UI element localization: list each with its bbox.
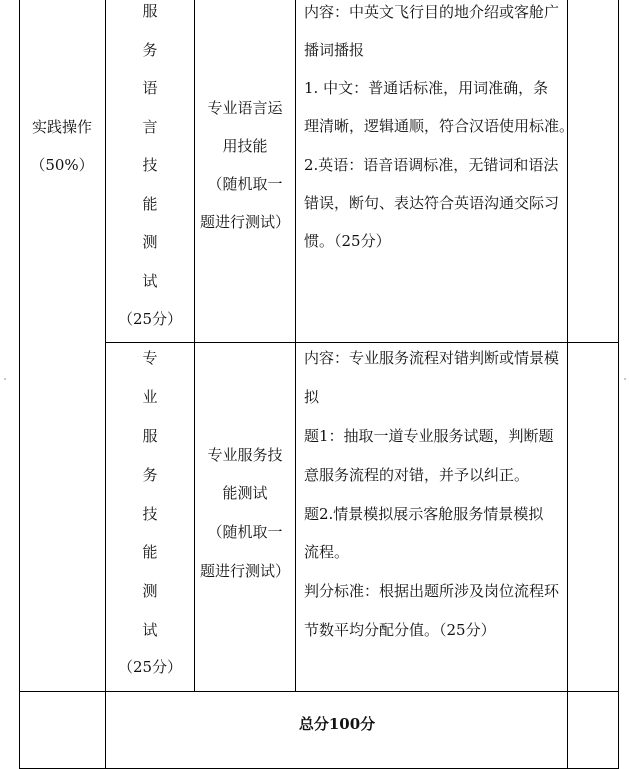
section-2-content-line: 内容：专业服务流程对错判断或情景模 — [304, 349, 560, 367]
section-1-content-line: 2.英语：语音语调标准，无错词和语法 — [304, 156, 559, 174]
section-2-content-line: 题1：抽取一道专业服务试题，判断题 — [304, 427, 554, 445]
section-2-skill-line: 题进行测试） — [199, 562, 290, 580]
section-1-content-line: 内容：中英文飞行目的地介绍或客舱广 — [304, 3, 560, 21]
section-1-content-line: 惯。（25分） — [304, 232, 391, 250]
section-1-skill-line: 专业语言运 — [207, 99, 283, 117]
section-1-name-char: 言 — [142, 118, 158, 136]
section-2-content-line: 题2.情景模拟展示客舱服务情景模拟 — [304, 505, 544, 523]
table-border-right — [618, 0, 619, 769]
margin-mark — [4, 378, 6, 380]
section-2-name-char: 业 — [142, 388, 158, 406]
category-percent: （50%） — [30, 156, 94, 174]
section-2-name-char: 能 — [142, 543, 158, 561]
section-1-score: （25分） — [117, 310, 183, 328]
section-1-content-line: 错误，断句、表达符合英语沟通交际习 — [304, 194, 560, 212]
section-2-content-line: 意服务流程的对错，并予以纠正。 — [304, 466, 530, 484]
section-2-name-char: 试 — [142, 621, 158, 639]
section-1-skill-line: 题进行测试） — [199, 213, 290, 231]
section-1-name-char: 能 — [142, 195, 158, 213]
category-label: 实践操作 — [31, 118, 92, 136]
margin-mark — [624, 378, 626, 380]
table-col-divider-3 — [295, 0, 296, 691]
section-2-name-char: 专 — [142, 349, 158, 367]
table-border-left — [19, 0, 20, 769]
section-1-name-char: 技 — [142, 156, 158, 174]
section-2-skill-line: 专业服务技 — [207, 446, 283, 464]
section-2-skill-line: （随机取一 — [207, 523, 283, 541]
section-1-skill-line: 用技能 — [222, 137, 268, 155]
section-1-name-char: 服 — [142, 2, 158, 20]
section-2-name-char: 服 — [142, 427, 158, 445]
section-1-skill-line: （随机取一 — [207, 175, 283, 193]
section-1-content-line: 1. 中文：普通话标准，用词准确，条 — [304, 79, 549, 97]
section-2-content-line: 判分标准：根据出题所涉及岗位流程环 — [304, 582, 560, 600]
section-1-content-line: 理清晰，逻辑通顺，符合汉语使用标准。 — [304, 117, 575, 135]
section-2-content-line: 流程。 — [304, 543, 350, 561]
table-row-divider-1 — [105, 342, 619, 343]
section-2-content-line: 拟 — [304, 388, 320, 406]
section-1-content-line: 播词播报 — [304, 41, 365, 59]
section-2-content-line: 节数平均分配分值。（25分） — [304, 621, 496, 639]
section-2-name-char: 技 — [142, 505, 158, 523]
section-2-score: （25分） — [117, 658, 183, 676]
section-2-skill-line: 能测试 — [222, 484, 268, 502]
total-score: 总分100分 — [298, 715, 376, 733]
section-1-name-char: 务 — [142, 41, 158, 59]
section-1-name-char: 试 — [142, 272, 158, 290]
section-2-name-char: 务 — [142, 466, 158, 484]
table-row-divider-2 — [19, 691, 619, 692]
table-col-divider-1 — [105, 0, 106, 769]
section-1-name-char: 测 — [142, 233, 158, 251]
section-2-name-char: 测 — [142, 582, 158, 600]
section-1-name-char: 语 — [142, 79, 158, 97]
